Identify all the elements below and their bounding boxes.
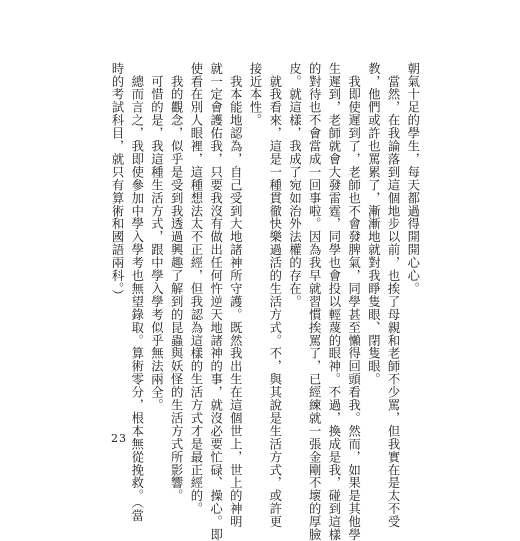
text-column-8: 就我看來，這是一種貫徹快樂過活的生活方式。不，與其說是生活方式，或許更 (267, 62, 282, 529)
text-column-5: 生遲到，老師就會大發雷霆，同學也會投以輕蔑的眼神。不過，換成是我，碰到這樣 (326, 62, 341, 541)
text-column-14: 可惜的是，我這種生活方式，跟中學入學考似乎無法兩全。 (149, 62, 164, 412)
page-number: 23 (111, 432, 127, 445)
text-column-6: 的對待也不會當成一回事啦。因為我早就習慣挨罵了，已經練就一張金剛不壞的厚臉 (307, 62, 322, 541)
text-column-15: 總而言之，我即使參加中學入學考也無望錄取。算術零分，根本無從挽救。（當 (129, 62, 144, 523)
text-column-10: 我本能地認為，自己受到大地諸神所守護。既然我出生在這個世上，世上的神明 (228, 62, 243, 529)
text-column-16: 時的考試科目，就只有算術和國語兩科。） (110, 62, 124, 302)
text-column-11: 就一定會護佑我，只要我沒有做出任何忤逆天地諸神的事，就沒必要忙碌、操心。即 (208, 62, 223, 541)
text-column-1: 朝氣十足的學生，每天都過得開開心心。 (405, 62, 420, 296)
text-column-7: 皮。就這樣，我成了宛如治外法權的存在。 (287, 62, 302, 309)
text-column-12: 使看在別人眼裡，這種想法太不正經，但我認為這樣的生活方式才是最正經的。 (188, 62, 203, 516)
text-column-9: 接近本性。 (248, 62, 263, 127)
text-column-13: 我的觀念，似乎是受到我透過興趣了解到的昆蟲與妖怪的生活方式所影響。 (169, 62, 184, 503)
text-column-4: 我即使遲到了，老師也不會發脾氣，同學甚至懶得回頭看我。然而，如果是其他學 (346, 62, 361, 541)
text-column-3: 教，他們或許也罵累了，漸漸地就對我睜隻眼、閉隻眼。 (366, 62, 381, 386)
text-column-2: 當然，在我論落到這個地步以前，也挨了母親和老師不少罵，但我實在是太不受 (386, 62, 401, 529)
